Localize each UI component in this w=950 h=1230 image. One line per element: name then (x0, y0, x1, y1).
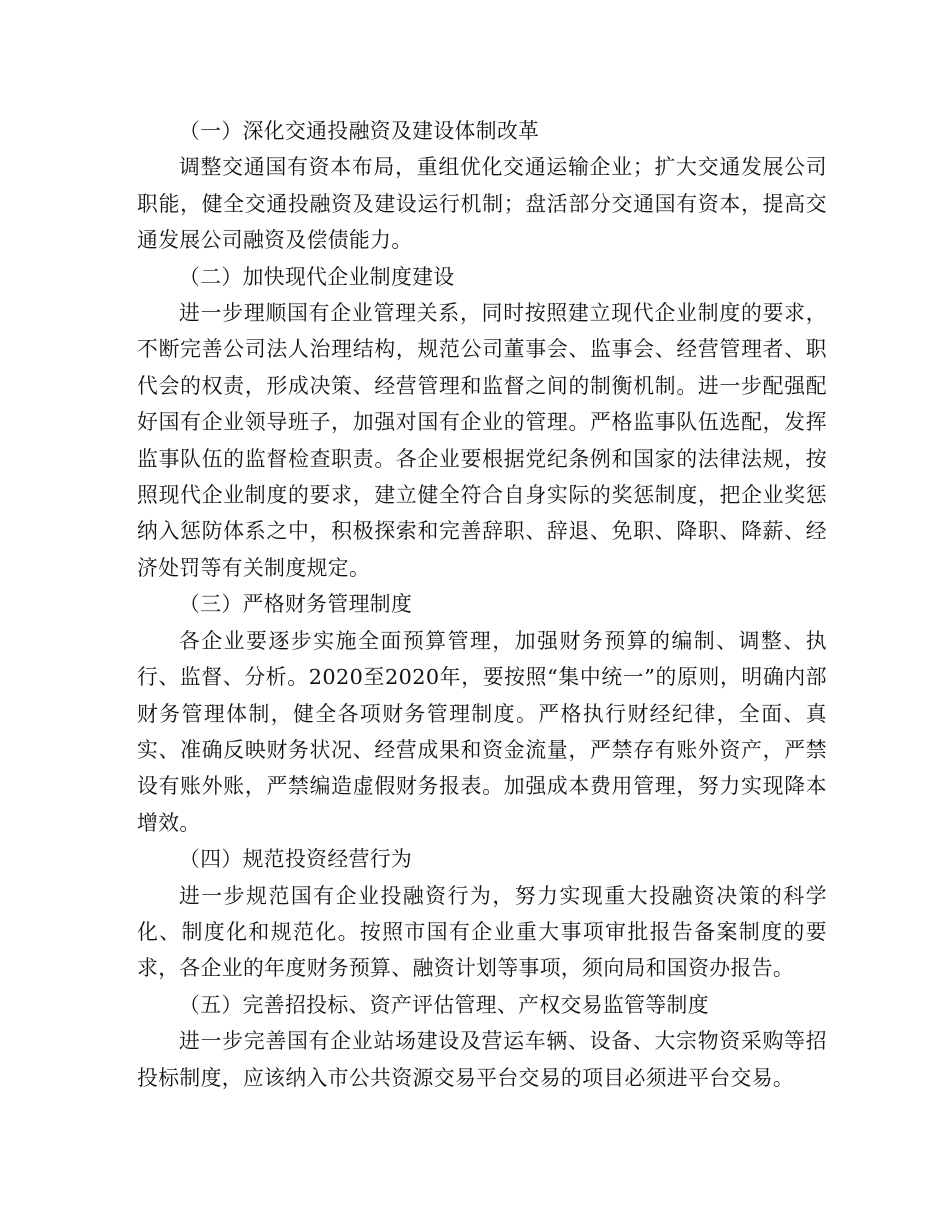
section-heading-1: （一）深化交通投融资及建设体制改革 (179, 119, 540, 143)
section-paragraph-5: 进一步完善国有企业站场建设及营运车辆、设备、大宗物资采购等招投标制度，应该纳入市公共资源交易平台交易的项目必须进平台交易。 (137, 1029, 827, 1090)
section-paragraph-1: 调整交通国有资本布局，重组优化交通运输企业；扩大交通发展公司职能，健全交通投融资及建设运行机制；盘活部分交通国有资本，提高交通发展公司融资及偿债能力。 (137, 155, 827, 253)
section-paragraph-4: 进一步规范国有企业投融资行为，努力实现重大投融资决策的科学化、制度化和规范化。按照市国有企业重大事项审批报告备案制度的要求，各企业的年度财务预算、融资计划等事项，须向局和国资办报告。 (137, 883, 827, 981)
section-heading-5: （五）完善招投标、资产评估管理、产权交易监管等制度 (179, 992, 709, 1017)
section-paragraph-3: 各企业要逐步实施全面预算管理，加强财务预算的编制、调整、执行、监督、分析。2020至2020年，要按照“集中统一”的原则，明确内部财务管理体制，健全各项财务管理制度。严格执行财经纪律，全面、真实、准确反映财务状况、经营成果和资金流量，严禁存有账外资产，严禁设有账外账，严禁编造虚假财务报表。加强成本费用管理，努力实现降本增效。 (137, 628, 827, 835)
section-heading-3: （三）严格财务管理制度 (179, 592, 413, 617)
document-page (137, 113, 827, 1096)
section-paragraph-2: 进一步理顺国有企业管理关系，同时按照建立现代企业制度的要求，不断完善公司法人治理结构，规范公司董事会、监事会、经营管理者、职代会的权责，形成决策、经营管理和监督之间的制衡机制。进一步配强配好国有企业领导班子，加强对国有企业的管理。严格监事队伍选配，发挥监事队伍的监督检查职责。各企业要根据党纪条例和国家的法律法规，按照现代企业制度的要求，建立健全符合自身实际的奖惩制度，把企业奖惩纳入惩防体系之中，积极探索和完善辞职、辞退、免职、降职、降薪、经济处罚等有关制度规定。 (137, 301, 827, 580)
section-heading-2: （二）加快现代企业制度建设 (179, 264, 455, 289)
section-heading-4: （四）规范投资经营行为 (179, 847, 413, 872)
